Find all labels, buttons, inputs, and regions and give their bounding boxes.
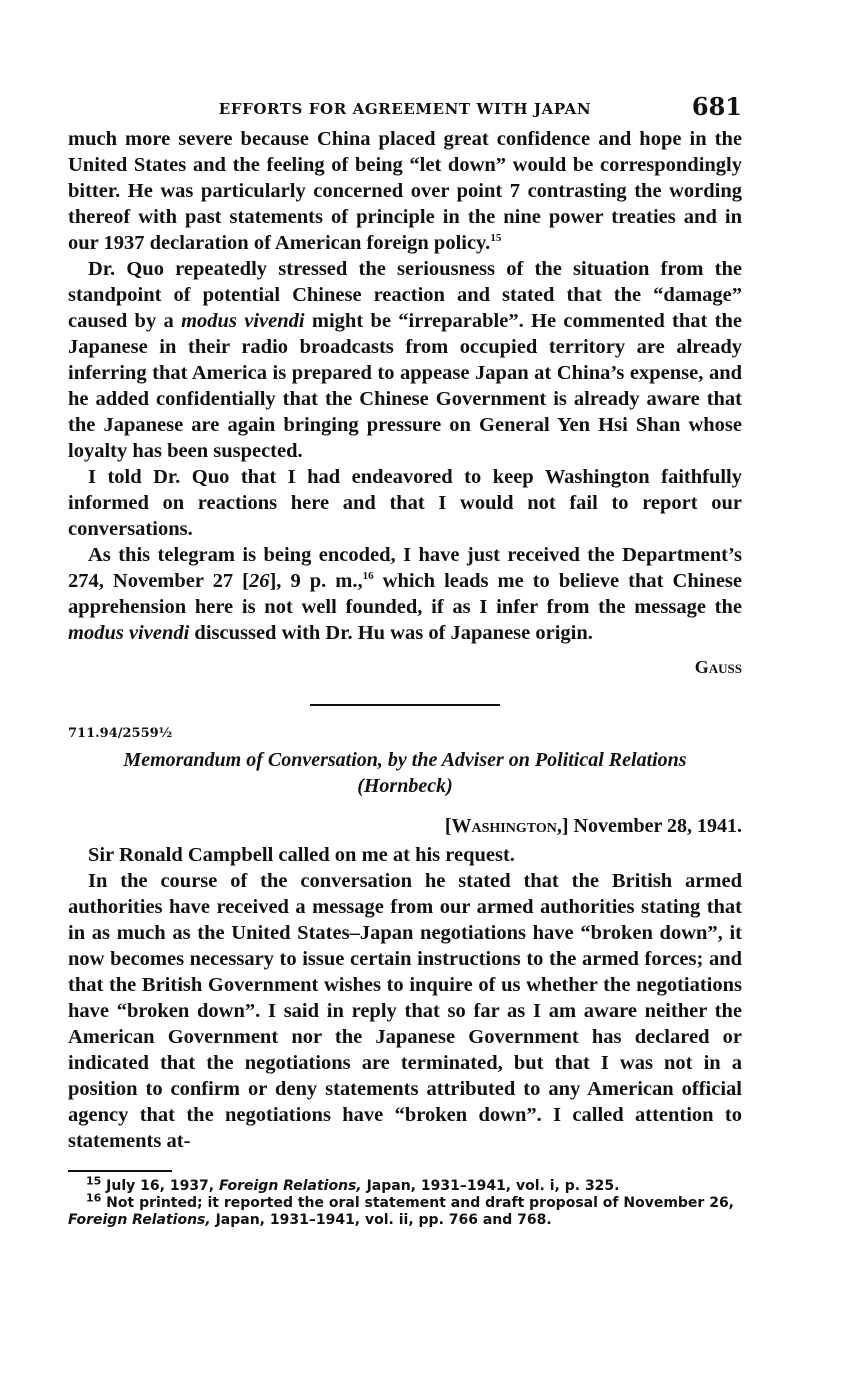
- footnote-rule: [68, 1170, 172, 1172]
- running-head: [68, 92, 742, 126]
- footnote-italic: Foreign Relations,: [219, 1178, 362, 1194]
- paragraph-text: might be “irreparable”. He commented that the Japanese in their radio broadcasts from occupied territory are already inferring that America is prepared to appease Japan at China’s expense, and he added confidentially that the Chinese Government is already aware that the Japanese are again bringing pressure on General Yen Hsi Shan whose loyalty has been suspected.: [68, 310, 742, 462]
- paragraph-text: ], 9 p. m.,: [269, 570, 363, 592]
- memo-title-line-1: Memorandum of Conversation, by the Adviser on Political Relations: [123, 749, 687, 771]
- section-divider: [310, 704, 500, 706]
- italic-term: modus vivendi: [68, 622, 190, 644]
- dateline-date: November 28, 1941.: [568, 815, 742, 837]
- telegram-paragraph-3: I told Dr. Quo that I had endeavored to keep Washington faithfully informed on reactions here and that I would not fail to report our conversations.: [68, 466, 742, 540]
- paragraph-text: which leads me to believe that Chinese apprehension here is not well founded, if as I infer from the message the: [68, 570, 742, 618]
- paragraph-text: Dr. Quo repeatedly stressed the seriousness of the situation from the standpoint of potential Chinese reaction and stated that the “damage” caused by a: [68, 258, 742, 332]
- italic-term: modus vivendi: [181, 310, 305, 332]
- footnote-ref-15: 15: [490, 232, 502, 245]
- memo-title-line-2: (Hornbeck): [357, 775, 453, 797]
- signature: Gauss: [694, 657, 742, 677]
- paragraph-text: much more severe because China placed great confidence and hope in the United States and the feeling of being “let down” would be correspondingly bitter. He was particularly concerned over point 7 contrasting the wording thereof with past statements of principle in the nine power treaties and in our 1937 declaration of American foreign policy.: [68, 128, 742, 254]
- telegram-body: [68, 126, 742, 680]
- running-title: EFFORTS FOR AGREEMENT WITH JAPAN: [218, 100, 592, 118]
- telegram-paragraph-2: [68, 256, 742, 464]
- italic-term: 26: [248, 570, 270, 592]
- memo-body: [68, 842, 742, 1154]
- paragraph-text: discussed with Dr. Hu was of Japanese origin.: [189, 622, 593, 644]
- footnote-italic: Foreign Relations,: [68, 1212, 211, 1228]
- memo-paragraph-1: Sir Ronald Campbell called on me at his request.: [88, 844, 515, 866]
- page-number: 681: [691, 92, 742, 121]
- footnote-ref-16: 16: [362, 570, 374, 583]
- footnote-mark: 15: [86, 1174, 102, 1188]
- footnote-15: [68, 1174, 742, 1195]
- memo-title: [68, 747, 742, 799]
- paragraph-text: As this telegram is being encoded, I have just received the Department’s 274, November 27 [: [68, 544, 742, 592]
- memo-paragraph-2: In the course of the conversation he stated that the British armed authorities have received a message from our armed authorities stating that in as much as the United States–Japan negotiations have “broken down”, it now becomes necessary to issue certain instructions to the armed forces; and that the British Government wishes to inquire of us whether the negotiations have “broken down”. I said in reply that so far as I am aware neither the American Government nor the Japanese Government has declared or indicated that the negotiations are terminated, but that I was not in a position to confirm or deny statements attributed to any American official agency that the negotiations have “broken down”. I called attention to statements at-: [68, 870, 742, 1152]
- footnotes: [68, 1174, 742, 1229]
- document-page: [68, 92, 742, 1229]
- footnote-text: Not printed; it reported the oral statement and draft proposal of November 26,: [101, 1195, 734, 1211]
- telegram-paragraph-4: [68, 542, 742, 646]
- footnote-text: July 16, 1937,: [101, 1178, 219, 1194]
- footnote-mark: 16: [86, 1191, 102, 1205]
- dateline: [68, 815, 742, 838]
- telegram-paragraph-1: [68, 126, 742, 256]
- footnote-text: Japan, 1931–1941, vol. i, p. 325.: [361, 1178, 620, 1194]
- footnote-16: [68, 1191, 742, 1229]
- dateline-place: [Washington,]: [444, 815, 569, 837]
- footnote-text: Japan, 1931–1941, vol. ii, pp. 766 and 768.: [210, 1212, 552, 1228]
- file-number: 711.94/2559½: [68, 726, 173, 741]
